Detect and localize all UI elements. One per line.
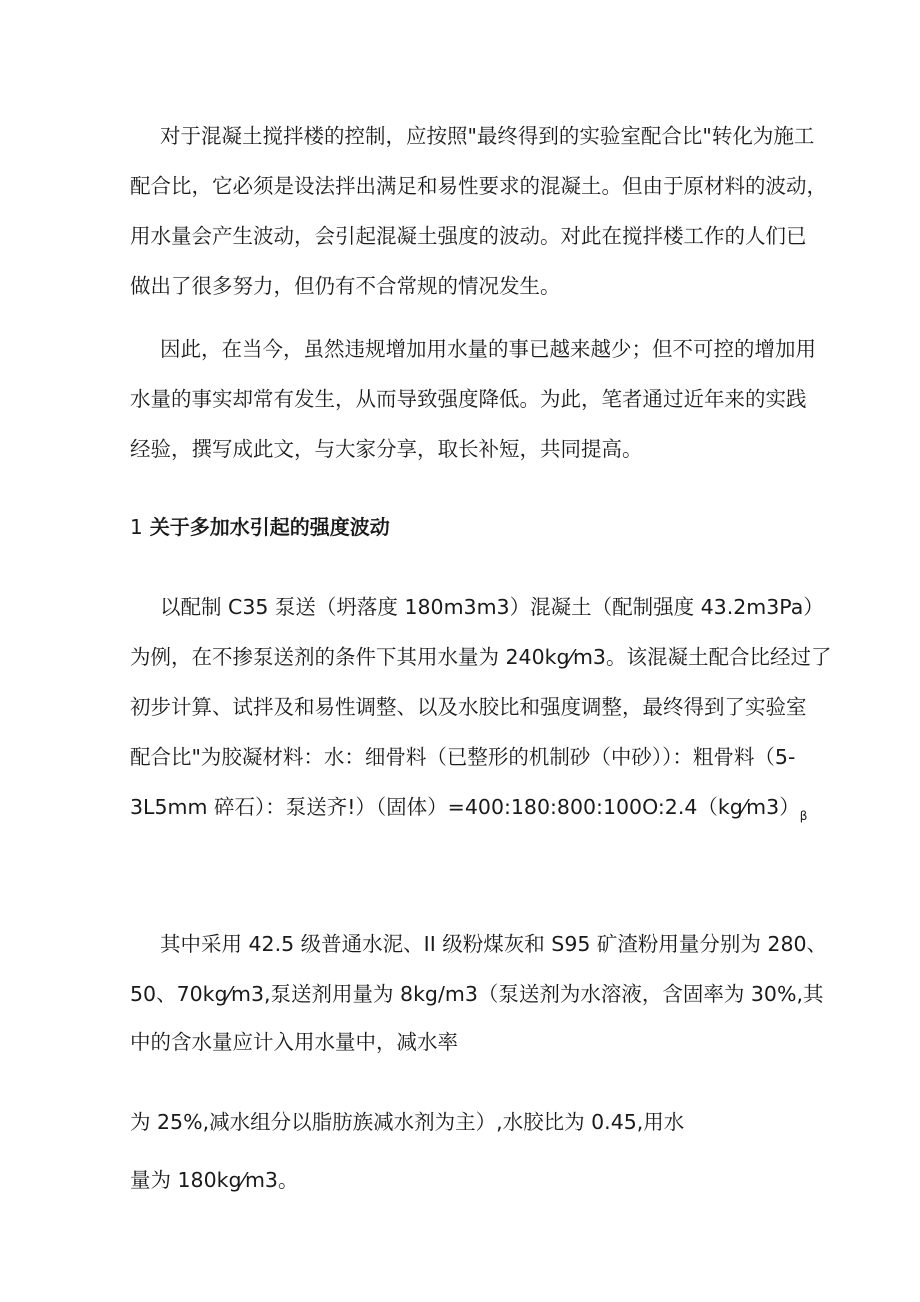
section-title: 关于多加水引起的强度波动 bbox=[149, 515, 390, 539]
text-line: 配合比，它必须是设法拌出满足和易性要求的混凝土。但由于原材料的波动， bbox=[130, 174, 827, 198]
section-heading bbox=[130, 513, 390, 541]
text-suffix: β bbox=[799, 809, 808, 823]
text-line: 因此，在当今，虽然违规增加用水量的事已越来越少；但不可控的增加用 bbox=[160, 337, 816, 361]
text-line: 50、70kg⁄m3,泵送剂用量为 8kg/m3（泵送剂为水溶液，含固率为 30%,其 bbox=[130, 982, 824, 1006]
text-line: 做出了很多努力，但仍有不合常规的情况发生。 bbox=[130, 274, 561, 298]
text-line bbox=[130, 793, 807, 830]
text-line: 初步计算、试拌及和易性调整、以及水胶比和强度调整，最终得到了实验室 bbox=[130, 695, 807, 719]
text-line: 对于混凝土搅拌楼的控制，应按照"最终得到的实验室配合比"转化为施工 bbox=[160, 124, 815, 148]
text-line: 量为 180kg⁄m3。 bbox=[130, 1168, 299, 1192]
text-line-content: 3L5mm 碎石）：泵送齐!）（固体）=400:180:800:100O:2.4（kg⁄m3） bbox=[130, 795, 800, 819]
text-line: 经验，撰写成此文，与大家分享，取长补短，共同提高。 bbox=[130, 437, 643, 461]
text-line: 以配制 C35 泵送（坍落度 180m3m3）混凝土（配制强度 43.2m3Pa） bbox=[160, 595, 824, 619]
text-line: 用水量会产生波动，会引起混凝土强度的波动。对此在搅拌楼工作的人们已 bbox=[130, 224, 807, 248]
text-line: 其中采用 42.5 级普通水泥、II 级粉煤灰和 S95 矿渣粉用量分别为 280、 bbox=[160, 932, 828, 956]
text-line: 为例，在不掺泵送剂的条件下其用水量为 240kg⁄m3。该混凝土配合比经过了 bbox=[130, 645, 832, 669]
text-line: 中的含水量应计入用水量中，减水率 bbox=[130, 1030, 458, 1054]
text-line: 为 25%,减水组分以脂肪族减水剂为主）,水胶比为 0.45,用水 bbox=[130, 1110, 685, 1134]
text-line: 水量的事实却常有发生，从而导致强度降低。为此，笔者通过近年来的实践 bbox=[130, 387, 807, 411]
section-number: 1 bbox=[130, 515, 143, 539]
text-line: 配合比"为胶凝材料：水：细骨料（已整形的机制砂（中砂））：粗骨料（5- bbox=[130, 745, 796, 769]
